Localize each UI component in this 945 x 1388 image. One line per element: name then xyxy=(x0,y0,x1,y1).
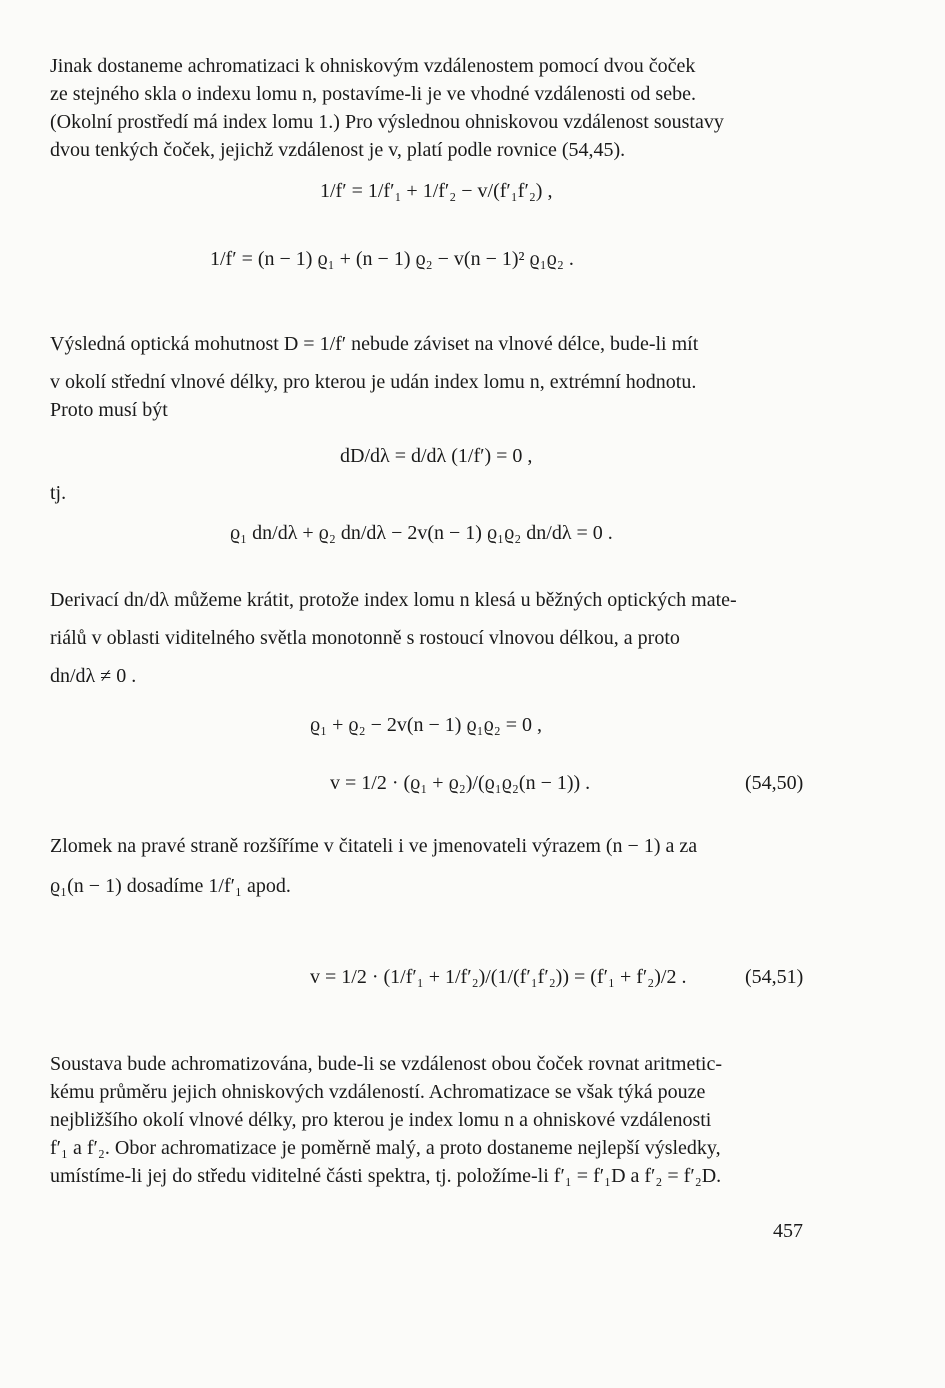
text-line: Soustava bude achromatizována, bude-li se vzdálenost obou čoček rovnat aritmetic- xyxy=(50,1053,722,1075)
text-line: umístíme-li jej do středu viditelné části spektra, tj. položíme-li f′₁ = f′₁D a f′₂ = f′₂D. xyxy=(50,1165,722,1187)
text-line: riálů v oblasti viditelného světla monotonně s rostoucí vlnovou délkou, a proto xyxy=(50,627,680,649)
equation-derivative-expanded: ϱ₁ dn/dλ + ϱ₂ dn/dλ − 2v(n − 1) ϱ₁ϱ₂ dn/dλ = 0 . xyxy=(230,522,613,544)
text-line: nejbližšího okolí vlnové délky, pro kterou je index lomu n a ohniskové vzdálenosti xyxy=(50,1109,712,1131)
text-line: (Okolní prostředí má index lomu 1.) Pro výslednou ohniskovou vzdálenost soustavy xyxy=(50,111,724,133)
text-line: ze stejného skla o indexu lomu n, postavíme-li je ve vhodné vzdálenosti od sebe. xyxy=(50,83,696,105)
text-line: Jinak dostaneme achromatizaci k ohniskovým vzdálenostem pomocí dvou čoček xyxy=(50,55,696,77)
text-line: Výsledná optická mohutnost D = 1/f′ nebude záviset na vlnové délce, bude-li mít xyxy=(50,333,699,355)
equation-condition: ϱ₁ + ϱ₂ − 2v(n − 1) ϱ₁ϱ₂ = 0 , xyxy=(310,714,543,736)
paragraph-conclusion xyxy=(50,1050,820,1190)
equation-number-54-50: (54,50) xyxy=(745,772,804,794)
text-line: dn/dλ ≠ 0 . xyxy=(50,665,137,687)
paragraph-derivative-note xyxy=(50,586,820,690)
equation-number-54-51: (54,51) xyxy=(745,966,804,988)
text-line: Derivací dn/dλ můžeme krátit, protože index lomu n klesá u běžných optických mate- xyxy=(50,589,737,611)
page-number: 457 xyxy=(773,1220,803,1242)
paragraph-intro xyxy=(50,52,820,164)
equation-distance: v = 1/2 · (ϱ₁ + ϱ₂)/(ϱ₁ϱ₂(n − 1)) . xyxy=(330,772,591,794)
paragraph-optical-power xyxy=(50,330,820,424)
label-tj: tj. xyxy=(50,482,67,504)
text-line: v okolí střední vlnové délky, pro kterou je udán index lomu n, extrémní hodnotu. xyxy=(50,371,697,393)
equation-lens-sum: 1/f′ = 1/f′₁ + 1/f′₂ − v/(f′₁f′₂) , xyxy=(320,180,553,202)
equation-distance-focal: v = 1/2 · (1/f′₁ + 1/f′₂)/(1/(f′₁f′₂)) = (f′₁ + f′₂)/2 . xyxy=(310,966,687,988)
text-line: Zlomek na pravé straně rozšíříme v čitateli i ve jmenovateli výrazem (n − 1) a za xyxy=(50,835,698,857)
text-line: f′₁ a f′₂. Obor achromatizace je poměrně malý, a proto dostaneme nejlepší výsledky, xyxy=(50,1137,721,1159)
text-line: Proto musí být xyxy=(50,399,168,421)
equation-derivative: dD/dλ = d/dλ (1/f′) = 0 , xyxy=(340,445,533,467)
paragraph-fraction-expansion xyxy=(50,832,820,900)
text-line: ϱ₁(n − 1) dosadíme 1/f′₁ apod. xyxy=(50,875,291,897)
text-line: kému průměru jejich ohniskových vzdáleností. Achromatizace se však týká pouze xyxy=(50,1081,706,1103)
text-line: dvou tenkých čoček, jejichž vzdálenost je v, platí podle rovnice (54,45). xyxy=(50,139,626,161)
equation-power: 1/f′ = (n − 1) ϱ₁ + (n − 1) ϱ₂ − v(n − 1)² ϱ₁ϱ₂ . xyxy=(210,248,574,270)
